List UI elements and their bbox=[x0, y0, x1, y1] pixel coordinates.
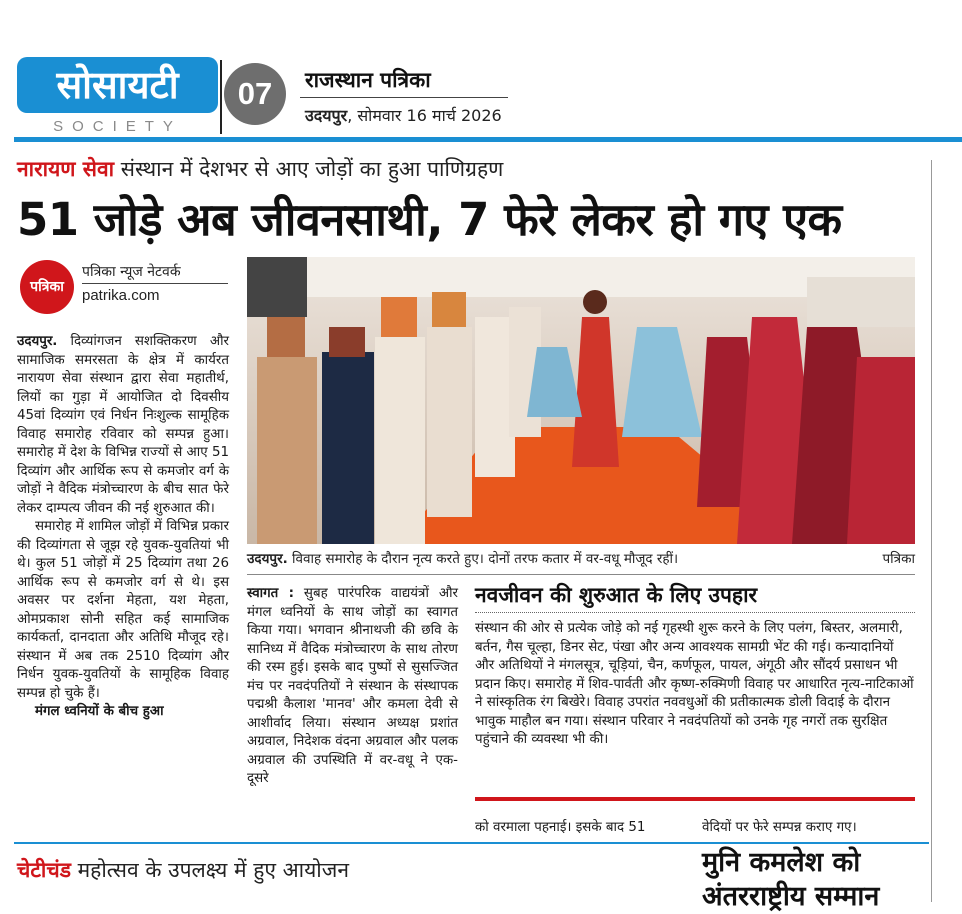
col1-paragraph-1 bbox=[17, 333, 229, 518]
photo-credit: पत्रिका bbox=[882, 551, 915, 567]
story-headline: 51 जोड़े अब जीवनसाथी, 7 फेरे लेकर हो गए एक bbox=[17, 193, 842, 246]
story-column-1 bbox=[17, 333, 229, 722]
next-kicker-text: महोत्सव के उपलक्ष्य में हुए आयोजन bbox=[70, 858, 349, 882]
muni-line-2: अंतरराष्ट्रीय सम्मान bbox=[702, 881, 880, 912]
byline-network: पत्रिका न्यूज नेटवर्क bbox=[82, 264, 181, 280]
gift-text: संस्थान की ओर से प्रत्येक जोड़े को नई गृहस्थी शुरू करने के लिए पलंग, बिस्तर, अलमारी, बर्तन, गैस चूल्हा, डिनर सेट, पंखा और अन्य आवश्यक सामग्री भेंट की गई। कन्यादानियों और अतिथियों ने मंगलसूत्र, चूड़ियां, चैन, कर्णफूल, पायल, अंगूठी और सौंदर्य प्रसाधन भी प्रदान किए। समारोह में शिव-पार्वती और कृष्ण-रुक्मिणी विवाह पर आधारित नृत्य-नाटिकाओं ने सांस्कृतिक रंग बिखेरे। विवाह उपरांत नववधुओं की प्रतीकात्मक डोली विदाई के दौरान भावुक माहौल बन गया। संस्थान परिवार ने नवदंपतियों को उनके गृह नगरों तक सुरक्षित पहुंचाने की व्यवस्था भी की। bbox=[475, 621, 914, 747]
next-kicker-highlight: चेटीचंड bbox=[17, 858, 71, 882]
paper-rule bbox=[300, 97, 508, 98]
caption-text: विवाह समारोह के दौरान नृत्य करते हुए। दोनों तरफ कतार में वर-वधू मौजूद रहीं। bbox=[287, 551, 679, 567]
next-kicker bbox=[17, 856, 349, 884]
masthead-divider bbox=[220, 60, 222, 134]
wedding-photo-image bbox=[247, 257, 915, 544]
col4-tail: वेदियों पर फेरे सम्पन्न कराए गए। bbox=[702, 820, 857, 835]
dateline-date: , सोमवार 16 मार्च 2026 bbox=[347, 106, 502, 125]
col1-paragraph-2: समारोह में शामिल जोड़ों में विभिन्न प्रकार की दिव्यांगता से जूझ रहे युवक-युवतियां भी थे। कुल 51 जोड़ों में 25 दिव्यांग तथा 26 आर्थिक रूप से कमजोर वर्ग से थे। इस अवसर पर दर्शना मेहता, यश मेहता, ओमप्रकाश सोनी सहित कई सामाजिक कार्यकर्ता, दानदाता और अतिथि मौजूद रहे। संस्थान में अब तक 2510 दिव्यांग और निर्धन युवक-युवतियों के सामूहिक विवाह सम्पन्न हो चुके हैं। bbox=[17, 519, 229, 701]
col1-text-1: दिव्यांगजन सशक्तिकरण और सामाजिक समरसता के क्षेत्र में कार्यरत नारायण सेवा संस्थान द्वारा सेवा महातीर्थ, लियों का गुड़ा में आयोजित दो दिवसीय 45वां दिव्यांग एवं निर्धन निःशुल्क सामूहिक विवाह समारोह रविवार को सम्पन्न हुआ। समारोह में देश के विभिन्न राज्यों से आए 51 दिव्यांग और आर्थिक रूप से कमजोर वर्ग के जोड़ों ने वैदिक मंत्रोच्चारण के बीच सात फेरे लेकर दाम्पत्य जीवन की नई शुरुआत की। bbox=[17, 334, 229, 516]
col1-tail bbox=[17, 703, 229, 722]
patrika-logo: पत्रिका bbox=[20, 260, 74, 314]
gift-rule bbox=[475, 612, 915, 613]
col2-lead: स्वागत : bbox=[247, 586, 294, 601]
dateline-city: उदयपुर bbox=[305, 106, 348, 125]
caption-rule bbox=[247, 574, 915, 575]
gift-subheading: नवजीवन की शुरुआत के लिए उपहार bbox=[475, 583, 758, 607]
photo-caption bbox=[247, 549, 915, 567]
dateline bbox=[305, 104, 502, 126]
byline-site[interactable]: patrika.com bbox=[82, 287, 160, 304]
story-column-2 bbox=[247, 585, 458, 789]
right-column-divider bbox=[931, 160, 932, 902]
masthead-rule bbox=[14, 137, 962, 142]
page-number-badge: 07 bbox=[224, 63, 286, 125]
wedding-photo bbox=[247, 257, 915, 544]
col2-paragraph-1 bbox=[247, 585, 458, 789]
col2-text: सुबह पारंपरिक वाद्ययंत्रों और मंगल ध्वनियों के साथ जोड़ों का स्वागत किया गया। भगवान श्रीनाथजी की छवि के सानिध्य में वैदिक मंत्रोच्चारण के साथ तोरण की रस्म हुई। इसके बाद पुष्पों से सुसज्जित मंच पर नवदंपतियों ने संस्थान के संस्थापक पद्मश्री कैलाश 'मानव' और कमला देवी से आशीर्वाद लिया। संस्थान अध्यक्ष प्रशांत अग्रवाल, निदेशक वंदना अग्रवाल और पलक अग्रवाल की उपस्थिति में वर-वधू ने एक-दूसरे bbox=[247, 586, 459, 786]
kicker-text: संस्थान में देशभर से आए जोड़ों का हुआ पाणिग्रहण bbox=[114, 157, 504, 181]
muni-line-1: मुनि कमलेश को bbox=[702, 847, 861, 878]
gift-bottom-rule bbox=[475, 797, 915, 801]
col3-tail: को वरमाला पहनाई। इसके बाद 51 bbox=[475, 820, 646, 835]
kicker-highlight: नारायण सेवा bbox=[17, 157, 115, 181]
bottom-rule bbox=[14, 842, 929, 844]
story-kicker bbox=[17, 155, 503, 183]
section-title: सोसायटी bbox=[17, 57, 218, 113]
col1-dateline: उदयपुर. bbox=[17, 334, 58, 349]
section-subtitle: SOCIETY bbox=[53, 118, 182, 135]
muni-headline bbox=[702, 846, 879, 914]
col1-tail-bold: मंगल ध्वनियों के बीच हुआ bbox=[35, 704, 164, 719]
paper-name: राजस्थान पत्रिका bbox=[305, 68, 431, 92]
byline-rule bbox=[82, 283, 228, 284]
caption-place: उदयपुर. bbox=[247, 551, 288, 567]
